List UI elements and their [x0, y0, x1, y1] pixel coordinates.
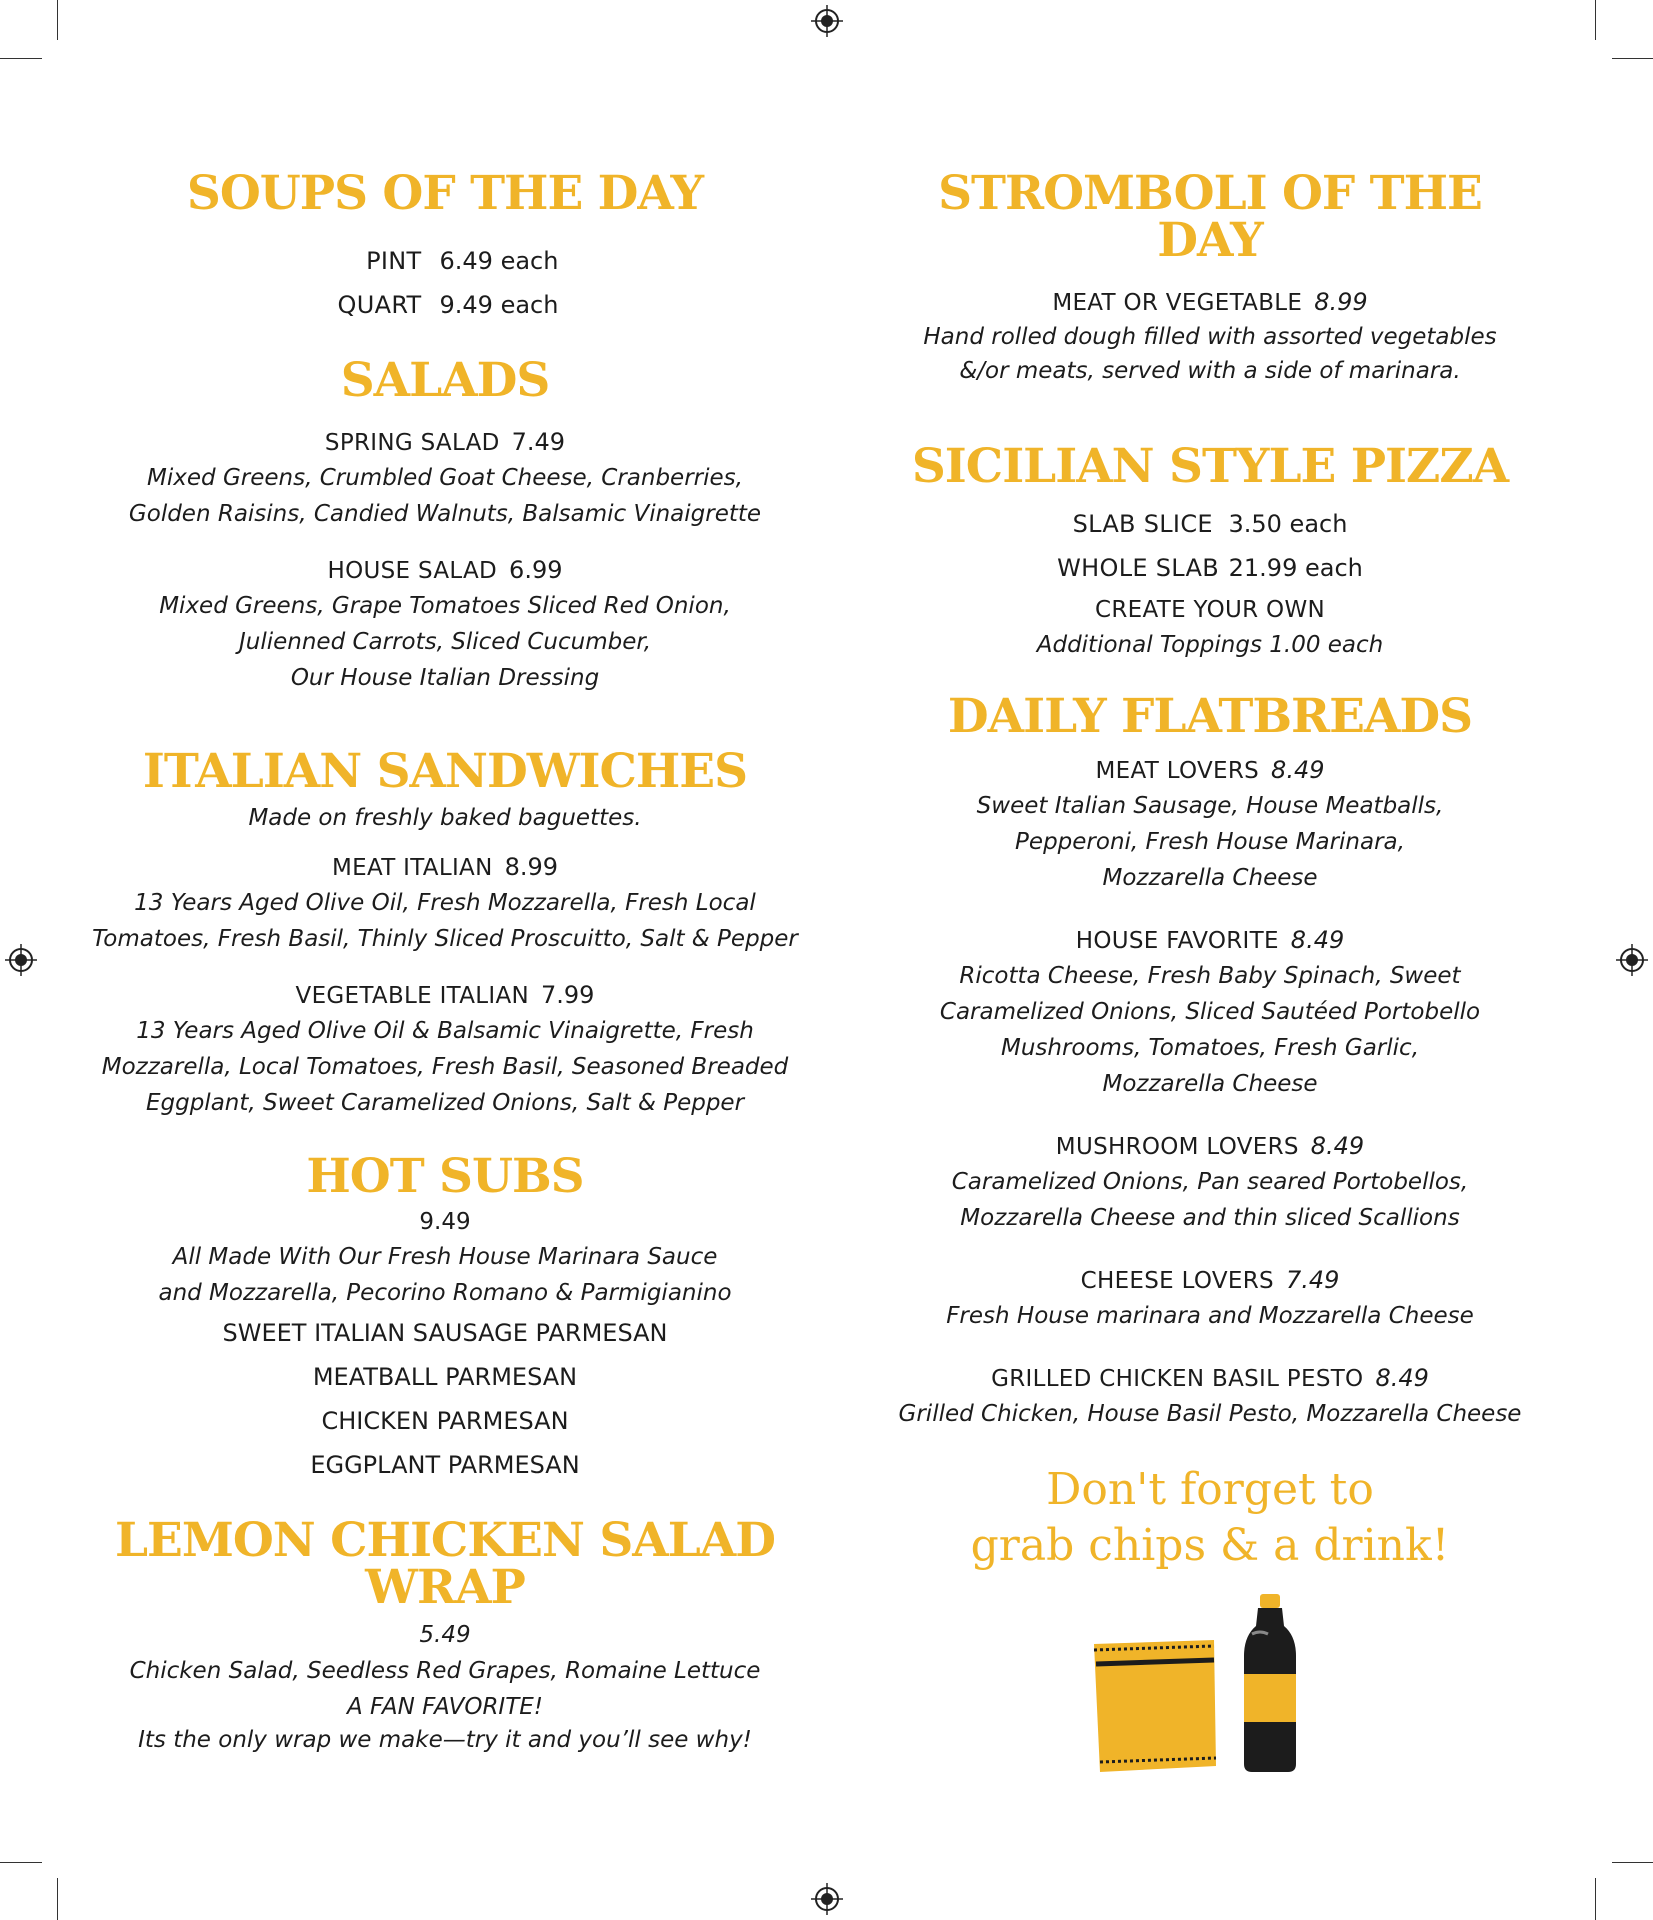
item-price: 8.49	[1271, 756, 1325, 784]
crop-mark	[1612, 1862, 1653, 1863]
sandwiches-section	[80, 744, 810, 1121]
size-price: 3.50 each	[1228, 510, 1348, 538]
flatbreads-section	[880, 689, 1540, 1432]
item-description: Fresh House marinara and Mozzarella Cheese	[946, 1303, 1474, 1329]
wrap-note: Its the only wrap we make—try it and you’ll see why!	[138, 1727, 752, 1753]
section-title: SALADS	[340, 353, 550, 408]
item-description: Caramelized Onions, Pan seared Portobellos, Mozzarella Cheese and thin sliced Scallions	[951, 1169, 1469, 1231]
item-description: Mixed Greens, Grape Tomatoes Sliced Red Onion, Julienned Carrots, Sliced Cucumber, Our House Italian Dressing	[159, 593, 731, 691]
price-row	[80, 239, 810, 283]
size-label: WHOLE SLAB	[1057, 554, 1219, 582]
snack-illustration	[880, 1594, 1540, 1784]
registration-mark-icon	[5, 944, 37, 976]
item-description: 13 Years Aged Olive Oil & Balsamic Vinaigrette, Fresh Mozzarella, Local Tomatoes, Fresh Basil, Seasoned Breaded Eggplant, Sweet Caramelized Onions, Salt & Pepper	[101, 1018, 789, 1116]
item-description: Ricotta Cheese, Fresh Baby Spinach, Sweet Caramelized Onions, Sliced Sautéed Portobello Mushrooms, Tomatoes, Fresh Garlic, Mozzarella Cheese	[939, 963, 1481, 1097]
item-name: MEAT OR VEGETABLE	[1052, 290, 1303, 316]
stromboli-section	[880, 166, 1540, 388]
item-price: 8.49	[1290, 926, 1345, 954]
crop-mark	[1595, 0, 1596, 40]
sub-item: MEATBALL PARMESAN	[312, 1363, 578, 1391]
right-column	[880, 166, 1540, 1784]
item-name: SPRING SALAD	[324, 430, 500, 456]
item-price: 8.49	[1310, 1132, 1365, 1160]
item-description: 13 Years Aged Olive Oil, Fresh Mozzarella, Fresh Local Tomatoes, Fresh Basil, Thinly Sliced Proscuitto, Salt & Pepper	[92, 890, 798, 952]
item-description: Hand rolled dough filled with assorted vegetables &/or meats, served with a side of marinara.	[923, 324, 1497, 384]
menu-item	[80, 426, 810, 532]
price-row	[80, 283, 810, 327]
item-name: CHEESE LOVERS	[1080, 1268, 1274, 1294]
sub-item: EGGPLANT PARMESAN	[310, 1451, 580, 1479]
menu-item	[880, 924, 1540, 1102]
size-price: 9.49 each	[439, 291, 559, 319]
chips-drink-callout: Don't forget to grab chips & a drink!	[970, 1464, 1450, 1571]
item-price: 8.49	[1375, 1364, 1429, 1392]
section-title: SOUPS OF THE DAY	[186, 166, 704, 221]
crop-mark	[57, 0, 58, 40]
item-price: 7.49	[1285, 1266, 1340, 1294]
section-title: ITALIAN SANDWICHES	[142, 744, 748, 799]
price-row	[880, 546, 1540, 590]
sub-item: SWEET ITALIAN SAUSAGE PARMESAN	[222, 1319, 668, 1347]
crop-mark	[0, 1862, 42, 1863]
item-description: Chicken Salad, Seedless Red Grapes, Romaine Lettuce	[129, 1658, 761, 1684]
chips-bag-icon	[1090, 1634, 1220, 1774]
hot-subs-section	[80, 1149, 810, 1487]
section-tagline: Made on freshly baked baguettes.	[248, 805, 642, 831]
size-label: PINT	[366, 247, 422, 275]
soups-section	[80, 166, 810, 327]
item-description: Sweet Italian Sausage, House Meatballs, Pepperoni, Fresh House Marinara, Mozzarella Cheese	[976, 793, 1444, 891]
item-description: Grilled Chicken, House Basil Pesto, Mozzarella Cheese	[898, 1401, 1522, 1427]
crop-mark	[1595, 1878, 1596, 1920]
wrap-section	[80, 1513, 810, 1755]
crop-mark	[1612, 58, 1653, 59]
fan-favorite-note: A FAN FAVORITE!	[346, 1694, 544, 1720]
section-price: 9.49	[419, 1209, 471, 1235]
crop-mark	[0, 58, 42, 59]
menu-item	[80, 851, 810, 957]
sicilian-section	[880, 439, 1540, 663]
size-label: SLAB SLICE	[1072, 510, 1213, 538]
item-name: HOUSE SALAD	[327, 558, 498, 584]
menu-item	[880, 1362, 1540, 1432]
registration-mark-icon	[1616, 944, 1648, 976]
menu-item	[80, 554, 810, 696]
item-name: MUSHROOM LOVERS	[1055, 1134, 1299, 1160]
item-name: MEAT LOVERS	[1095, 758, 1260, 784]
item-price: 6.99	[509, 556, 563, 584]
registration-mark-icon	[811, 1883, 843, 1915]
registration-mark-icon	[811, 5, 843, 37]
price-row	[880, 502, 1540, 546]
section-title: LEMON CHICKEN SALAD WRAP	[114, 1513, 776, 1615]
left-column	[80, 166, 810, 1755]
size-price: 21.99 each	[1228, 554, 1363, 582]
create-your-own-label: CREATE YOUR OWN	[1095, 597, 1325, 623]
section-description: All Made With Our Fresh House Marinara Sauce and Mozzarella, Pecorino Romano & Parmigianino	[158, 1244, 732, 1306]
crop-mark	[57, 1878, 58, 1920]
section-title: HOT SUBS	[306, 1149, 584, 1204]
salads-section	[80, 353, 810, 696]
menu-item	[880, 1264, 1540, 1334]
item-name: VEGETABLE ITALIAN	[295, 983, 530, 1009]
soda-bottle-icon	[1240, 1594, 1300, 1774]
item-name: MEAT ITALIAN	[331, 855, 493, 881]
sub-item: CHICKEN PARMESAN	[321, 1407, 569, 1435]
menu-item	[880, 754, 1540, 896]
item-price: 7.99	[541, 981, 595, 1009]
menu-item	[880, 1130, 1540, 1236]
section-title: STROMBOLI OF THE DAY	[938, 166, 1482, 268]
item-price: 8.99	[504, 853, 559, 881]
item-price: 7.49	[511, 428, 566, 456]
item-description: Mixed Greens, Crumbled Goat Cheese, Cranberries, Golden Raisins, Candied Walnuts, Balsamic Vinaigrette	[128, 465, 762, 527]
item-price: 8.99	[1314, 288, 1368, 316]
size-label: QUART	[337, 291, 422, 319]
section-title: SICILIAN STYLE PIZZA	[911, 439, 1509, 494]
toppings-description: Additional Toppings 1.00 each	[1036, 632, 1384, 658]
item-name: HOUSE FAVORITE	[1075, 928, 1279, 954]
section-title: DAILY FLATBREADS	[947, 689, 1473, 744]
size-price: 6.49 each	[439, 247, 559, 275]
item-name: GRILLED CHICKEN BASIL PESTO	[991, 1366, 1364, 1392]
menu-item	[80, 979, 810, 1121]
section-price: 5.49	[419, 1622, 471, 1648]
